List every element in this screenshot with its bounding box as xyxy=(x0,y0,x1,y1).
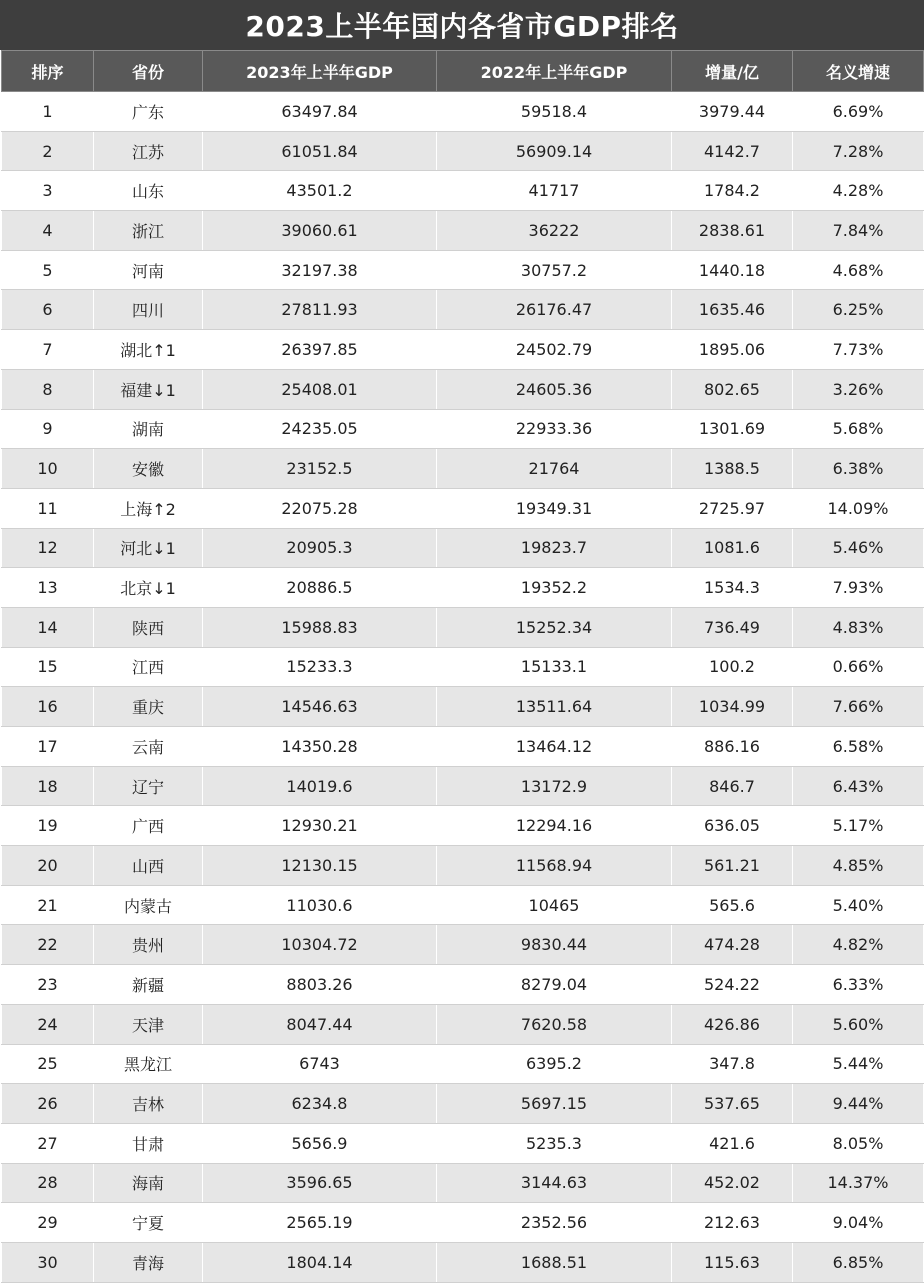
cell-nominal-growth: 6.25% xyxy=(793,290,924,330)
table-row xyxy=(2,806,924,846)
table-row xyxy=(2,250,924,290)
cell-province: 河南 xyxy=(94,250,203,290)
cell-province: 北京↓1 xyxy=(94,568,203,608)
cell-nominal-growth: 6.43% xyxy=(793,766,924,806)
cell-gdp-2022h1: 26176.47 xyxy=(437,290,672,330)
header-gdp-2023h1: 2023年上半年GDP xyxy=(203,51,437,92)
cell-gdp-2023h1: 14019.6 xyxy=(203,766,437,806)
cell-province: 安徽 xyxy=(94,449,203,489)
cell-gdp-2022h1: 11568.94 xyxy=(437,846,672,886)
cell-gdp-2022h1: 3144.63 xyxy=(437,1163,672,1203)
cell-gdp-2022h1: 13511.64 xyxy=(437,687,672,727)
cell-increment: 347.8 xyxy=(672,1044,793,1084)
cell-province: 浙江 xyxy=(94,211,203,251)
cell-gdp-2022h1: 9830.44 xyxy=(437,925,672,965)
cell-nominal-growth: 6.58% xyxy=(793,727,924,767)
cell-gdp-2022h1: 12294.16 xyxy=(437,806,672,846)
cell-gdp-2023h1: 8803.26 xyxy=(203,965,437,1005)
cell-nominal-growth: 6.69% xyxy=(793,92,924,132)
cell-province: 山西 xyxy=(94,846,203,886)
cell-nominal-growth: 5.60% xyxy=(793,1004,924,1044)
table-row xyxy=(2,647,924,687)
cell-rank: 26 xyxy=(2,1084,94,1124)
table-row xyxy=(2,1123,924,1163)
table-row xyxy=(2,449,924,489)
table-row xyxy=(2,965,924,1005)
cell-nominal-growth: 5.46% xyxy=(793,528,924,568)
cell-rank: 6 xyxy=(2,290,94,330)
cell-gdp-2022h1: 15252.34 xyxy=(437,607,672,647)
cell-gdp-2023h1: 27811.93 xyxy=(203,290,437,330)
cell-province: 甘肃 xyxy=(94,1123,203,1163)
cell-province: 海南 xyxy=(94,1163,203,1203)
cell-nominal-growth: 7.84% xyxy=(793,211,924,251)
cell-increment: 3979.44 xyxy=(672,92,793,132)
cell-gdp-2022h1: 13172.9 xyxy=(437,766,672,806)
cell-rank: 11 xyxy=(2,488,94,528)
cell-increment: 886.16 xyxy=(672,727,793,767)
cell-increment: 736.49 xyxy=(672,607,793,647)
cell-gdp-2022h1: 21764 xyxy=(437,449,672,489)
cell-rank: 15 xyxy=(2,647,94,687)
cell-nominal-growth: 7.28% xyxy=(793,131,924,171)
cell-gdp-2023h1: 5656.9 xyxy=(203,1123,437,1163)
cell-rank: 9 xyxy=(2,409,94,449)
header-increment: 增量/亿 xyxy=(672,51,793,92)
cell-province: 江苏 xyxy=(94,131,203,171)
cell-increment: 1388.5 xyxy=(672,449,793,489)
cell-nominal-growth: 14.09% xyxy=(793,488,924,528)
cell-increment: 1534.3 xyxy=(672,568,793,608)
cell-rank: 29 xyxy=(2,1203,94,1243)
cell-rank: 8 xyxy=(2,369,94,409)
table-row xyxy=(2,290,924,330)
cell-increment: 4142.7 xyxy=(672,131,793,171)
cell-gdp-2022h1: 1688.51 xyxy=(437,1242,672,1282)
cell-gdp-2023h1: 14546.63 xyxy=(203,687,437,727)
cell-rank: 25 xyxy=(2,1044,94,1084)
cell-nominal-growth: 6.38% xyxy=(793,449,924,489)
cell-gdp-2023h1: 25408.01 xyxy=(203,369,437,409)
cell-province: 河北↓1 xyxy=(94,528,203,568)
cell-nominal-growth: 7.66% xyxy=(793,687,924,727)
cell-nominal-growth: 4.82% xyxy=(793,925,924,965)
cell-increment: 802.65 xyxy=(672,369,793,409)
cell-province: 天津 xyxy=(94,1004,203,1044)
cell-increment: 212.63 xyxy=(672,1203,793,1243)
table-body xyxy=(2,92,924,1283)
cell-gdp-2022h1: 36222 xyxy=(437,211,672,251)
table-row xyxy=(2,1203,924,1243)
table-row xyxy=(2,409,924,449)
cell-nominal-growth: 0.66% xyxy=(793,647,924,687)
cell-increment: 1301.69 xyxy=(672,409,793,449)
cell-province: 陕西 xyxy=(94,607,203,647)
table-row xyxy=(2,1084,924,1124)
cell-province: 吉林 xyxy=(94,1084,203,1124)
cell-province: 广西 xyxy=(94,806,203,846)
table-row xyxy=(2,687,924,727)
cell-gdp-2022h1: 30757.2 xyxy=(437,250,672,290)
cell-nominal-growth: 9.04% xyxy=(793,1203,924,1243)
cell-gdp-2023h1: 3596.65 xyxy=(203,1163,437,1203)
cell-nominal-growth: 6.33% xyxy=(793,965,924,1005)
cell-increment: 1635.46 xyxy=(672,290,793,330)
table-row xyxy=(2,92,924,132)
cell-rank: 10 xyxy=(2,449,94,489)
cell-gdp-2023h1: 1804.14 xyxy=(203,1242,437,1282)
cell-rank: 22 xyxy=(2,925,94,965)
cell-rank: 27 xyxy=(2,1123,94,1163)
cell-rank: 12 xyxy=(2,528,94,568)
cell-gdp-2022h1: 7620.58 xyxy=(437,1004,672,1044)
cell-province: 四川 xyxy=(94,290,203,330)
cell-nominal-growth: 5.17% xyxy=(793,806,924,846)
cell-province: 福建↓1 xyxy=(94,369,203,409)
table-row xyxy=(2,1004,924,1044)
cell-province: 宁夏 xyxy=(94,1203,203,1243)
cell-gdp-2022h1: 24502.79 xyxy=(437,330,672,370)
cell-rank: 19 xyxy=(2,806,94,846)
cell-increment: 452.02 xyxy=(672,1163,793,1203)
cell-gdp-2022h1: 5235.3 xyxy=(437,1123,672,1163)
table-row xyxy=(2,488,924,528)
cell-gdp-2023h1: 43501.2 xyxy=(203,171,437,211)
cell-gdp-2023h1: 6234.8 xyxy=(203,1084,437,1124)
cell-increment: 2838.61 xyxy=(672,211,793,251)
header-gdp-2022h1: 2022年上半年GDP xyxy=(437,51,672,92)
cell-province: 黑龙江 xyxy=(94,1044,203,1084)
cell-province: 广东 xyxy=(94,92,203,132)
cell-rank: 23 xyxy=(2,965,94,1005)
cell-increment: 421.6 xyxy=(672,1123,793,1163)
cell-province: 上海↑2 xyxy=(94,488,203,528)
cell-province: 重庆 xyxy=(94,687,203,727)
cell-increment: 474.28 xyxy=(672,925,793,965)
cell-gdp-2023h1: 6743 xyxy=(203,1044,437,1084)
gdp-ranking-table xyxy=(1,50,924,1283)
cell-gdp-2022h1: 15133.1 xyxy=(437,647,672,687)
header-row xyxy=(2,51,924,92)
cell-gdp-2022h1: 2352.56 xyxy=(437,1203,672,1243)
cell-nominal-growth: 4.68% xyxy=(793,250,924,290)
header-rank: 排序 xyxy=(2,51,94,92)
table-row xyxy=(2,211,924,251)
cell-nominal-growth: 4.83% xyxy=(793,607,924,647)
cell-increment: 100.2 xyxy=(672,647,793,687)
cell-nominal-growth: 7.93% xyxy=(793,568,924,608)
cell-gdp-2023h1: 2565.19 xyxy=(203,1203,437,1243)
table-row xyxy=(2,846,924,886)
cell-rank: 20 xyxy=(2,846,94,886)
cell-gdp-2022h1: 13464.12 xyxy=(437,727,672,767)
table-row xyxy=(2,925,924,965)
cell-province: 湖北↑1 xyxy=(94,330,203,370)
cell-rank: 5 xyxy=(2,250,94,290)
cell-gdp-2022h1: 22933.36 xyxy=(437,409,672,449)
table-header xyxy=(2,51,924,92)
cell-province: 山东 xyxy=(94,171,203,211)
table-row xyxy=(2,727,924,767)
cell-gdp-2023h1: 63497.84 xyxy=(203,92,437,132)
cell-nominal-growth: 5.44% xyxy=(793,1044,924,1084)
cell-nominal-growth: 4.85% xyxy=(793,846,924,886)
cell-gdp-2023h1: 10304.72 xyxy=(203,925,437,965)
cell-gdp-2022h1: 24605.36 xyxy=(437,369,672,409)
cell-increment: 426.86 xyxy=(672,1004,793,1044)
cell-gdp-2023h1: 39060.61 xyxy=(203,211,437,251)
cell-nominal-growth: 14.37% xyxy=(793,1163,924,1203)
header-nominal-growth: 名义增速 xyxy=(793,51,924,92)
cell-increment: 524.22 xyxy=(672,965,793,1005)
cell-gdp-2023h1: 23152.5 xyxy=(203,449,437,489)
cell-rank: 2 xyxy=(2,131,94,171)
cell-gdp-2022h1: 6395.2 xyxy=(437,1044,672,1084)
cell-province: 新疆 xyxy=(94,965,203,1005)
cell-increment: 1440.18 xyxy=(672,250,793,290)
cell-increment: 1895.06 xyxy=(672,330,793,370)
cell-increment: 1784.2 xyxy=(672,171,793,211)
page-title: 2023上半年国内各省市GDP排名 xyxy=(0,0,924,50)
table-row xyxy=(2,171,924,211)
cell-gdp-2023h1: 22075.28 xyxy=(203,488,437,528)
cell-nominal-growth: 9.44% xyxy=(793,1084,924,1124)
cell-gdp-2022h1: 59518.4 xyxy=(437,92,672,132)
cell-gdp-2022h1: 19349.31 xyxy=(437,488,672,528)
cell-increment: 537.65 xyxy=(672,1084,793,1124)
cell-gdp-2023h1: 15988.83 xyxy=(203,607,437,647)
cell-increment: 1081.6 xyxy=(672,528,793,568)
cell-gdp-2022h1: 56909.14 xyxy=(437,131,672,171)
cell-province: 江西 xyxy=(94,647,203,687)
cell-gdp-2023h1: 8047.44 xyxy=(203,1004,437,1044)
cell-increment: 561.21 xyxy=(672,846,793,886)
table-row xyxy=(2,885,924,925)
table-row xyxy=(2,369,924,409)
cell-nominal-growth: 7.73% xyxy=(793,330,924,370)
cell-gdp-2023h1: 14350.28 xyxy=(203,727,437,767)
cell-gdp-2022h1: 19823.7 xyxy=(437,528,672,568)
cell-increment: 115.63 xyxy=(672,1242,793,1282)
cell-rank: 3 xyxy=(2,171,94,211)
cell-increment: 565.6 xyxy=(672,885,793,925)
cell-gdp-2023h1: 32197.38 xyxy=(203,250,437,290)
cell-rank: 4 xyxy=(2,211,94,251)
cell-gdp-2022h1: 41717 xyxy=(437,171,672,211)
cell-gdp-2023h1: 12130.15 xyxy=(203,846,437,886)
cell-gdp-2023h1: 12930.21 xyxy=(203,806,437,846)
cell-gdp-2022h1: 5697.15 xyxy=(437,1084,672,1124)
cell-nominal-growth: 6.85% xyxy=(793,1242,924,1282)
table-row xyxy=(2,568,924,608)
cell-rank: 28 xyxy=(2,1163,94,1203)
table-row xyxy=(2,1163,924,1203)
cell-gdp-2023h1: 15233.3 xyxy=(203,647,437,687)
cell-rank: 16 xyxy=(2,687,94,727)
cell-gdp-2023h1: 61051.84 xyxy=(203,131,437,171)
cell-nominal-growth: 3.26% xyxy=(793,369,924,409)
cell-nominal-growth: 5.68% xyxy=(793,409,924,449)
cell-province: 云南 xyxy=(94,727,203,767)
cell-gdp-2022h1: 19352.2 xyxy=(437,568,672,608)
cell-nominal-growth: 8.05% xyxy=(793,1123,924,1163)
cell-rank: 7 xyxy=(2,330,94,370)
cell-increment: 2725.97 xyxy=(672,488,793,528)
header-province: 省份 xyxy=(94,51,203,92)
table-row xyxy=(2,1044,924,1084)
cell-rank: 14 xyxy=(2,607,94,647)
table-row xyxy=(2,330,924,370)
cell-gdp-2023h1: 24235.05 xyxy=(203,409,437,449)
cell-gdp-2023h1: 11030.6 xyxy=(203,885,437,925)
table-row xyxy=(2,131,924,171)
table-row xyxy=(2,1242,924,1282)
cell-increment: 846.7 xyxy=(672,766,793,806)
table-row xyxy=(2,607,924,647)
cell-increment: 636.05 xyxy=(672,806,793,846)
cell-rank: 24 xyxy=(2,1004,94,1044)
cell-rank: 17 xyxy=(2,727,94,767)
cell-province: 贵州 xyxy=(94,925,203,965)
cell-gdp-2022h1: 8279.04 xyxy=(437,965,672,1005)
cell-province: 湖南 xyxy=(94,409,203,449)
cell-gdp-2022h1: 10465 xyxy=(437,885,672,925)
cell-rank: 18 xyxy=(2,766,94,806)
cell-province: 辽宁 xyxy=(94,766,203,806)
cell-increment: 1034.99 xyxy=(672,687,793,727)
cell-rank: 30 xyxy=(2,1242,94,1282)
table-row xyxy=(2,528,924,568)
cell-rank: 13 xyxy=(2,568,94,608)
table-row xyxy=(2,766,924,806)
cell-gdp-2023h1: 26397.85 xyxy=(203,330,437,370)
cell-rank: 21 xyxy=(2,885,94,925)
cell-nominal-growth: 4.28% xyxy=(793,171,924,211)
cell-province: 青海 xyxy=(94,1242,203,1282)
cell-gdp-2023h1: 20886.5 xyxy=(203,568,437,608)
cell-nominal-growth: 5.40% xyxy=(793,885,924,925)
cell-rank: 1 xyxy=(2,92,94,132)
cell-province: 内蒙古 xyxy=(94,885,203,925)
cell-gdp-2023h1: 20905.3 xyxy=(203,528,437,568)
